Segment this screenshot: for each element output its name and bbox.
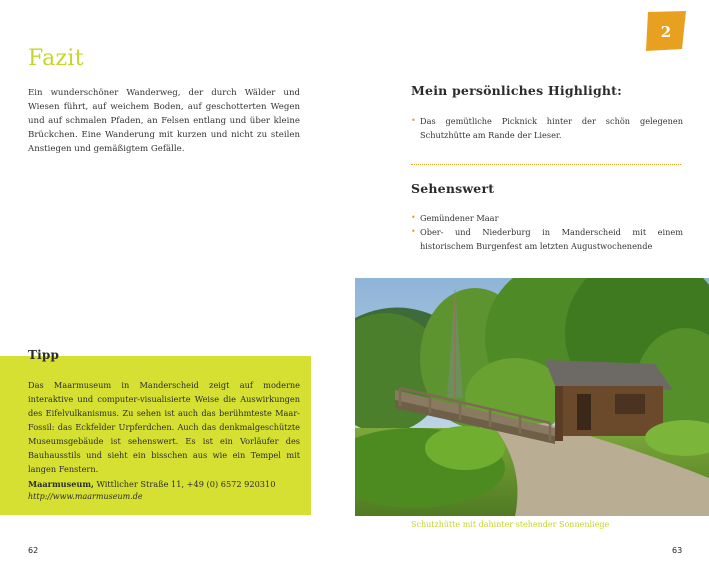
- bullet-icon: •: [411, 213, 416, 222]
- forest-hut-photo-icon: [355, 278, 709, 516]
- highlight-list: [411, 114, 683, 142]
- sehenswert-title: Sehenswert: [411, 181, 495, 196]
- bullet-icon: •: [411, 116, 416, 125]
- dotted-divider: [411, 164, 681, 165]
- tip-address: [28, 477, 300, 491]
- sehenswert-list: [411, 211, 683, 253]
- photo-hut-bridge: [355, 278, 709, 516]
- bullet-icon: •: [411, 227, 416, 236]
- fazit-title: Fazit: [28, 46, 84, 71]
- tip-address-details: Wittlicher Straße 11, +49 (0) 6572 920310: [93, 479, 276, 489]
- chapter-number: 2: [660, 23, 672, 41]
- list-item: • Ober- und Niederburg in Manderscheid mit einem historischem Burgenfest am letzten Augustwochenende: [411, 227, 683, 251]
- tip-text: Das Maarmuseum in Manderscheid zeigt auf moderne interaktive und computer-visualisierte Weise die Auswirkungen des Eifelvulkanismus. Zu sehen ist auch das berühmteste Maar-Fossil: das Eckfelder Urpferdchen. Auch das denkmalgeschützte Museumsgebäude ist sehenswert. Es ist ein Vorläufer des Bauhausstils und sieht ein bisschen aus wie ein Tempel mit langen Fenstern.: [28, 380, 300, 474]
- fazit-text: Ein wunderschöner Wanderweg, der durch Wälder und Wiesen führt, auf weichem Boden, auf geschotterten Wegen und auf schmalen Pfaden, an Felsen entlang und über kleine Brückchen. Eine Wanderung mit kurzen und nicht zu steilen Anstiegen und gemäßigtem Gefälle.: [28, 88, 300, 154]
- highlight-title: Mein persönliches Highlight:: [411, 83, 622, 98]
- page-number-left: 62: [28, 546, 39, 555]
- list-item: • Gemündener Maar: [411, 213, 499, 223]
- page-number-right: 63: [672, 546, 683, 555]
- photo-caption: Schutzhütte mit dahinter stehender Sonnenliege: [411, 520, 610, 529]
- list-item: • Das gemütliche Picknick hinter der schön gelegenen Schutzhütte am Rande der Lieser.: [411, 116, 683, 140]
- chapter-tab: [646, 11, 686, 51]
- tip-title: Tipp: [28, 348, 60, 362]
- tip-url-link[interactable]: http://www.maarmuseum.de: [28, 492, 143, 501]
- tip-address-name: Maarmuseum,: [28, 479, 94, 489]
